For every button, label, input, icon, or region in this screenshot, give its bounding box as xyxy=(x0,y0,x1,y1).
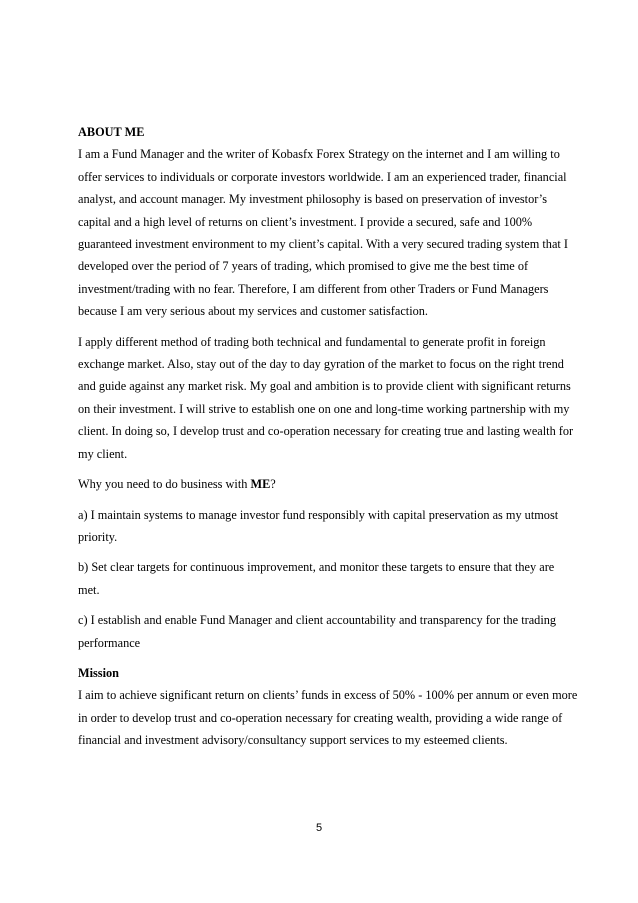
mission-heading: Mission xyxy=(78,665,119,680)
why-point-b: b) Set clear targets for continuous improvement, and monitor these targets to ensure that they are met. xyxy=(78,560,555,597)
why-question-prefix: Why you need to do business with xyxy=(78,477,251,492)
about-paragraph-1: I am a Fund Manager and the writer of Kobasfx Forex Strategy on the internet and I am willing to offer services to individuals or corporate investors worldwide. I am an experienced trader, financial analyst, and account manager. My investment philosophy is based on preservation of investor’s capital and a high level of returns on client’s investment. I provide a secured, safe and 100% guaranteed investment environment to my client’s capital. With a very secured trading system that I developed over the period of 7 years of trading, which promised to give me the best time of investment/trading with no fear. Therefore, I am different from other Traders or Fund Managers because I am very serious about my services and customer satisfaction. xyxy=(78,147,568,319)
page-body xyxy=(78,121,578,752)
about-paragraph-2: I apply different method of trading both technical and fundamental to generate profit in foreign exchange market. Also, stay out of the day to day gyration of the market to focus on the right trend and guide against any market risk. My goal and ambition is to provide client with significant returns on their investment. I will strive to establish one on one and long-time working partnership with my client. In doing so, I develop trust and co-operation necessary for creating true and lasting wealth for my client. xyxy=(78,334,574,461)
why-point-c: c) I establish and enable Fund Manager and client accountability and transparency for the trading performance xyxy=(78,613,557,650)
why-question-emphasis: ME xyxy=(250,477,271,492)
page-number: 5 xyxy=(315,822,323,834)
mission-text: I aim to achieve significant return on clients’ funds in excess of 50% - 100% per annum or even more in order to develop trust and co-operation necessary for creating wealth, providing a wide range of financial and investment advisory/consultancy support services to my esteemed clients. xyxy=(78,688,578,748)
why-question xyxy=(78,473,578,495)
about-heading: ABOUT ME xyxy=(78,125,145,139)
why-point-a: a) I maintain systems to manage investor fund responsibly with capital preservation as my utmost priority. xyxy=(78,507,559,544)
why-question-suffix: ? xyxy=(270,477,276,492)
